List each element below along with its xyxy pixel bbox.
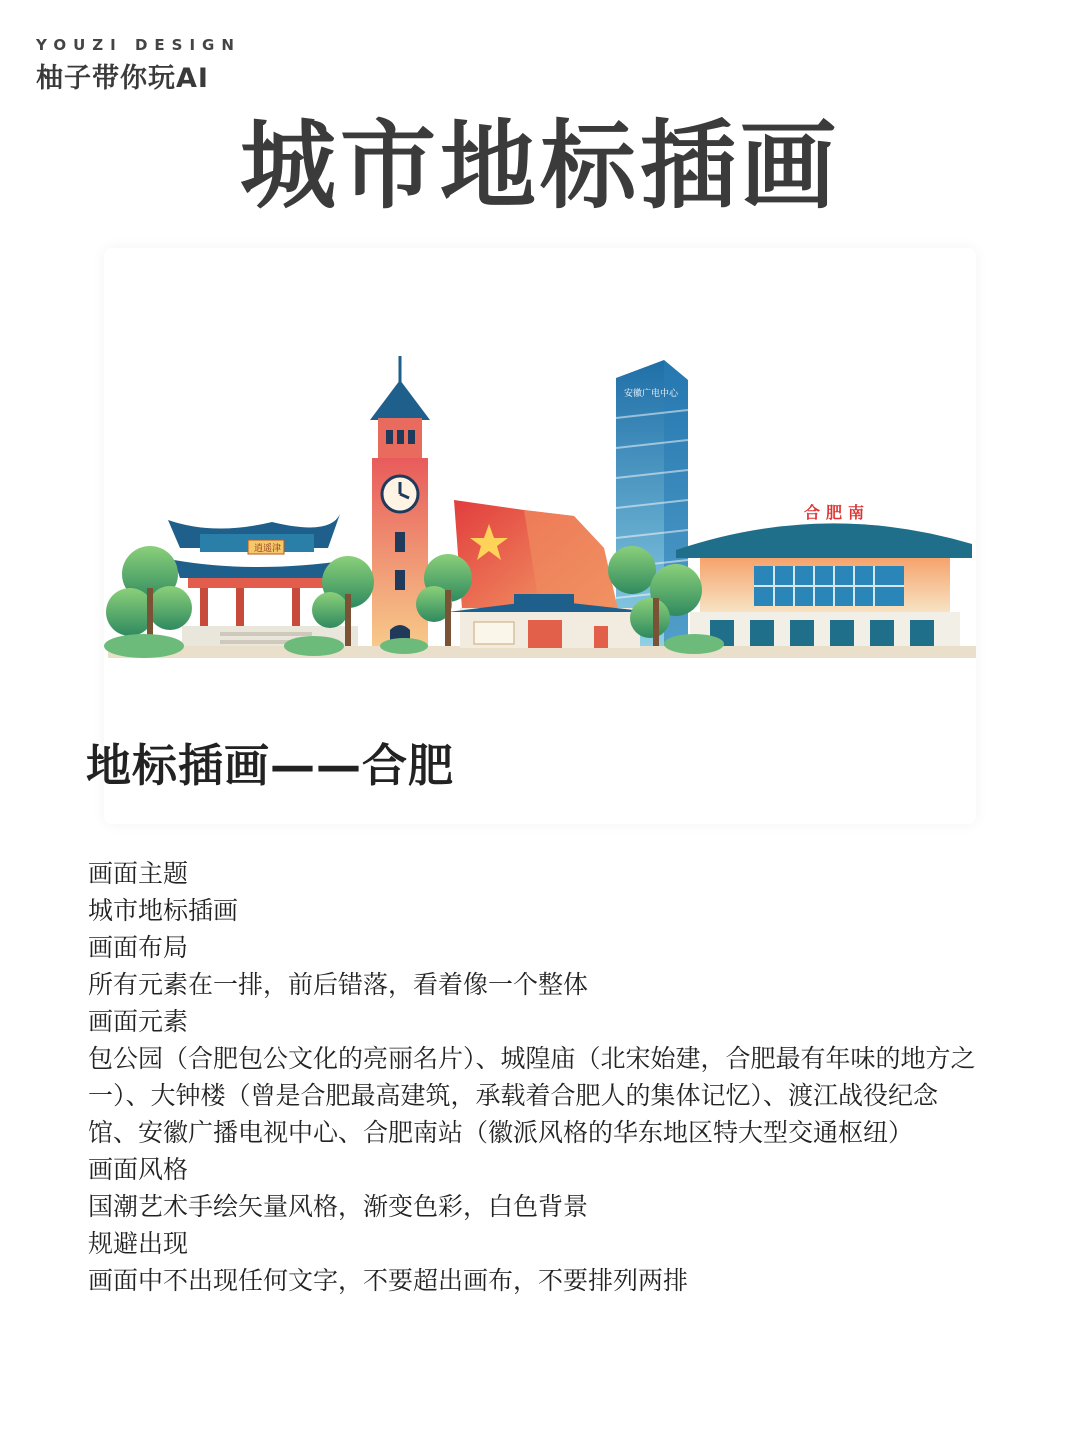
label-theme: 画面主题 (88, 859, 189, 888)
value-style: 国潮艺术手绘矢量风格，渐变色彩，白色背景 (88, 1192, 589, 1221)
section-title: 地标插画——合肥 (86, 739, 455, 792)
brand-english: YOUZI DESIGN (36, 36, 241, 54)
page-title: 城市地标插画 (240, 110, 840, 222)
tower-sign: 安徽广电中心 (624, 389, 679, 399)
value-avoid: 画面中不出现任何文字，不要超出画布，不要排列两排 (88, 1266, 689, 1295)
label-layout: 画面布局 (88, 933, 189, 962)
label-style: 画面风格 (88, 1155, 189, 1184)
hefei-south-station (676, 503, 972, 646)
value-theme: 城市地标插画 (88, 896, 239, 925)
hefei-landmark-illustration (104, 248, 976, 728)
prompt-text (88, 855, 978, 1299)
pavilion-plaque: 逍遥津 (254, 544, 282, 554)
value-elements: 包公园（合肥包公文化的亮丽名片）、城隍庙（北宋始建，合肥最有年味的地方之一）、大钟楼（曾是合肥最高建筑，承载着合肥人的集体记忆）、渡江战役纪念馆、安徽广播电视中心、合肥南站（徽派风格的华东地区特大型交通枢纽） (88, 1044, 976, 1147)
station-sign: 合肥南 (804, 503, 871, 522)
brand-logo (36, 36, 241, 95)
brand-chinese: 柚子带你玩AI (36, 63, 209, 94)
value-layout: 所有元素在一排，前后错落，看着像一个整体 (88, 970, 589, 999)
label-elements: 画面元素 (88, 1007, 189, 1036)
label-avoid: 规避出现 (88, 1229, 189, 1258)
